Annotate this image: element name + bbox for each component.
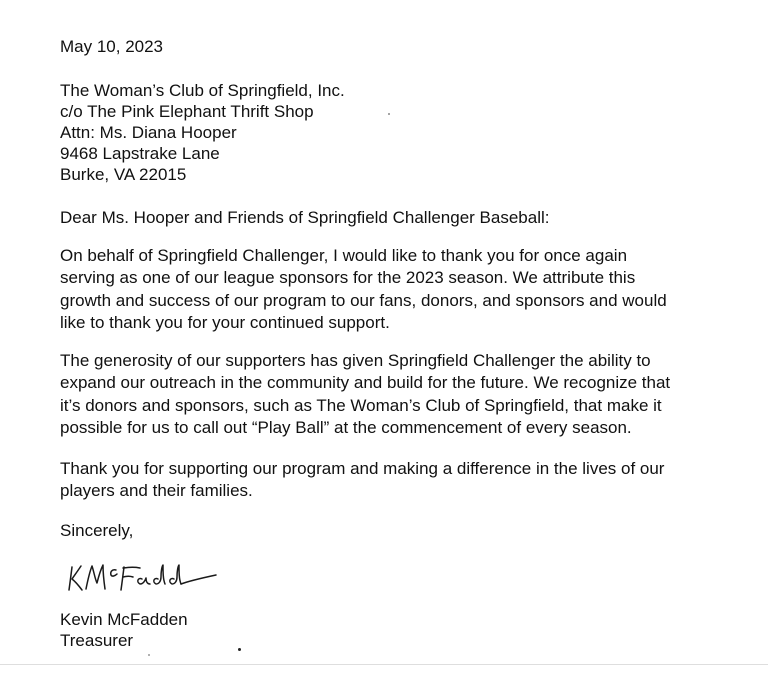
letter-date: May 10, 2023	[60, 37, 164, 56]
scan-edge-line	[0, 664, 768, 665]
scan-speck	[148, 654, 150, 656]
paragraph-line: expand our outreach in the community and build for the future. We recognize that	[60, 373, 671, 393]
body-paragraph-3	[60, 458, 664, 503]
paragraph-line: The generosity of our supporters has given Springfield Challenger the ability to	[60, 351, 651, 370]
signer-title: Treasurer	[60, 631, 134, 650]
paragraph-line: like to thank you for your continued support.	[60, 312, 390, 332]
paragraph-line: players and their families.	[60, 481, 253, 501]
body-paragraph-1	[60, 245, 667, 334]
paragraph-line: growth and success of our program to our fans, donors, and sponsors and would	[60, 290, 667, 310]
closing: Sincerely,	[60, 521, 134, 540]
address-line: The Woman’s Club of Springfield, Inc.	[60, 81, 345, 100]
scan-speck	[388, 113, 390, 115]
paragraph-line: Thank you for supporting our program and making a difference in the lives of our	[60, 459, 665, 478]
paragraph-line: it’s donors and sponsors, such as The Woman’s Club of Springfield, that make it	[60, 395, 662, 415]
address-line: Attn: Ms. Diana Hooper	[60, 123, 237, 142]
paragraph-line: On behalf of Springfield Challenger, I would like to thank you for once again	[60, 246, 628, 265]
scan-speck	[238, 648, 241, 651]
handwritten-signature	[64, 557, 224, 601]
body-paragraph-2	[60, 350, 670, 439]
salutation: Dear Ms. Hooper and Friends of Springfield Challenger Baseball:	[60, 208, 550, 227]
paragraph-line: possible for us to call out “Play Ball” at the commencement of every season.	[60, 417, 632, 437]
address-line: 9468 Lapstrake Lane	[60, 144, 220, 163]
address-line: c/o The Pink Elephant Thrift Shop	[60, 102, 314, 121]
paragraph-line: serving as one of our league sponsors for the 2023 season. We attribute this	[60, 268, 636, 288]
address-line: Burke, VA 22015	[60, 165, 187, 184]
signer-name: Kevin McFadden	[60, 610, 188, 629]
